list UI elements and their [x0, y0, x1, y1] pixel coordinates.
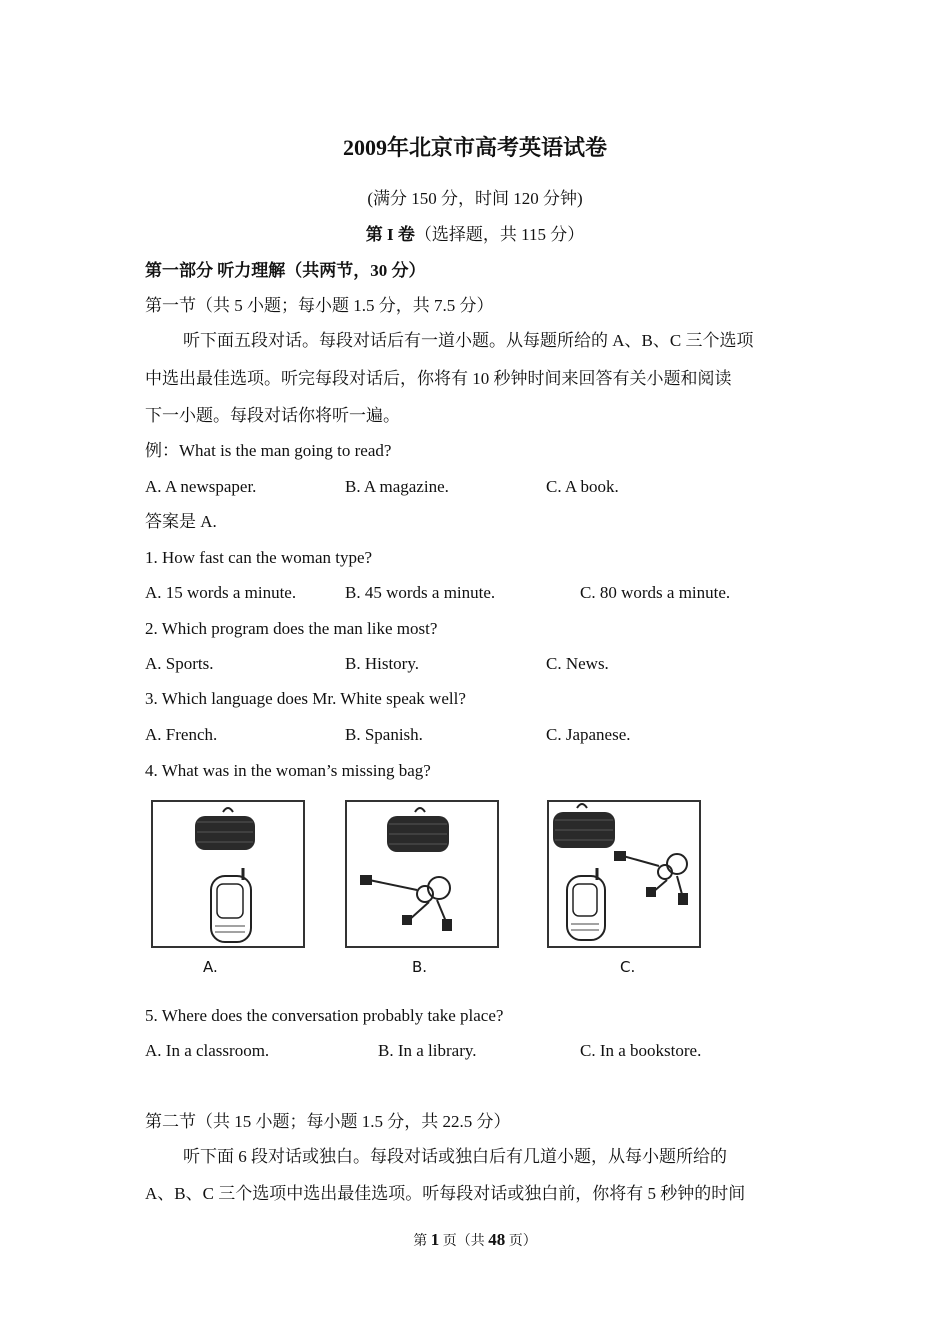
instruction-line: 听下面五段对话。每段对话后有一道小题。从每题所给的 A、B、C 三个选项 [183, 331, 754, 350]
purse-icon [387, 808, 449, 852]
picture-label-c: C. [620, 958, 636, 976]
subtitle: (满分 150 分，时间 120 分钟) [367, 189, 583, 208]
mobile-phone-icon [567, 868, 605, 940]
instruction-line: 下一小题。每段对话你将听一遍。 [145, 406, 400, 425]
q3-option-a: A. French. [145, 725, 218, 744]
keys-icon [615, 852, 687, 904]
example-option-a: A. A newspaper. [145, 477, 257, 496]
picture-option-c [547, 800, 701, 948]
q1-option-b: B. 45 words a minute. [345, 583, 496, 602]
volume-heading [0, 224, 950, 246]
question-5: 5. Where does the conversation probably take place? [145, 1006, 504, 1025]
page-title: 2009年北京市高考英语试卷 [342, 135, 607, 160]
question-4: 4. What was in the woman’s missing bag? [145, 761, 431, 780]
q5-option-a: A. In a classroom. [145, 1041, 270, 1060]
q3-option-c: C. Japanese. [546, 725, 631, 744]
question-3: 3. Which language does Mr. White speak well? [145, 689, 466, 708]
instruction-line: 中选出最佳选项。听完每段对话后，你将有 10 秒钟时间来回答有关小题和阅读 [145, 369, 732, 388]
purse-icon [195, 808, 255, 850]
q2-option-c: C. News. [546, 654, 609, 673]
instruction-line: A、B、C 三个选项中选出最佳选项。听每段对话或独白前，你将有 5 秒钟的时间 [145, 1184, 746, 1203]
purse-icon [553, 804, 615, 848]
example-answer: 答案是 A. [145, 512, 217, 531]
purse-and-phone-illustration [153, 802, 303, 946]
example-option-c: C. A book. [546, 477, 619, 496]
section2-heading: 第二节（共 15 小题；每小题 1.5 分，共 22.5 分） [145, 1112, 511, 1131]
example-option-b: B. A magazine. [345, 477, 449, 496]
q3-option-b: B. Spanish. [345, 725, 423, 744]
volume-label: 第 I 卷 [365, 225, 415, 244]
picture-option-b [345, 800, 499, 948]
picture-label-b: B. [412, 958, 428, 976]
question-2: 2. Which program does the man like most? [145, 619, 438, 638]
q5-option-c: C. In a bookstore. [580, 1041, 702, 1060]
part1-heading: 第一部分 听力理解（共两节，30 分） [145, 261, 426, 280]
instruction-line: 听下面 6 段对话或独白。每段对话或独白后有几道小题，从每小题所给的 [183, 1147, 727, 1166]
volume-detail: （选择题，共 115 分） [414, 225, 585, 244]
q2-option-b: B. History. [345, 654, 419, 673]
example-question: 例：What is the man going to read? [145, 441, 392, 460]
keys-icon [361, 876, 451, 930]
q5-option-b: B. In a library. [378, 1041, 477, 1060]
footer-middle: 页（共 [439, 1234, 489, 1249]
picture-option-a [151, 800, 305, 948]
footer-total-pages: 48 [488, 1230, 506, 1249]
picture-label-a: A. [203, 958, 218, 976]
q2-option-a: A. Sports. [145, 654, 214, 673]
purse-keys-phone-illustration [549, 802, 699, 946]
mobile-phone-icon [211, 868, 251, 942]
footer-suffix: 页） [505, 1234, 537, 1249]
q1-option-a: A. 15 words a minute. [145, 583, 297, 602]
section1-heading: 第一节（共 5 小题；每小题 1.5 分，共 7.5 分） [145, 296, 494, 315]
question-1: 1. How fast can the woman type? [145, 548, 373, 567]
q1-option-c: C. 80 words a minute. [580, 583, 731, 602]
page-footer [0, 1230, 950, 1250]
footer-page-number: 1 [430, 1230, 440, 1249]
footer-prefix: 第 [413, 1234, 431, 1249]
purse-and-keys-illustration [347, 802, 497, 946]
